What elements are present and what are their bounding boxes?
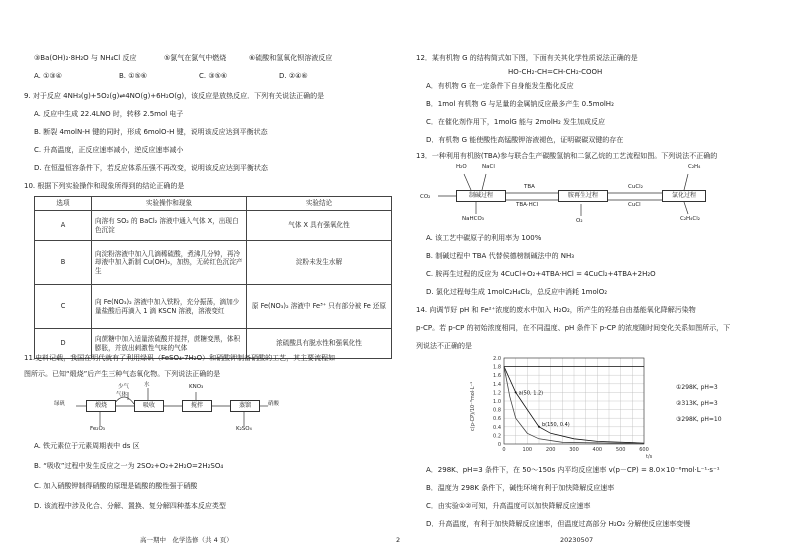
process-label: 少气 (118, 384, 130, 390)
process-step-amine-regen: 胺再生过程 (558, 190, 608, 202)
question-11-line1: 11.史料记载，我国在明代就有了利用绿矾（FeSO₄·7H₂O）和硝酸钾制备硝酸的工艺，其主要流程如 (24, 354, 336, 362)
y-tick-label: 1.2 (493, 390, 501, 397)
process-label: O₂ (576, 218, 583, 224)
legend-item: ②313K, pH=3 (676, 400, 718, 407)
y-tick-label: 1.8 (493, 364, 501, 371)
legend-item: ③298K, pH=10 (676, 416, 722, 423)
process-label: 水 (144, 382, 150, 388)
page-number: 2 (396, 536, 401, 544)
table-cell: 气体 X 具有强氧化性 (247, 211, 392, 241)
y-tick-label: 0.4 (493, 424, 501, 431)
data-point (515, 391, 517, 393)
table-cell: B (35, 241, 92, 285)
table-cell: 向 Fe(NO₃)₂ 溶液中加入铁粉，充分振荡，滴加少量盐酸后再滴入 1 滴 KSCN 溶液，溶液变红 (92, 285, 247, 329)
q14-option-c: C．由实验①②可知，升高温度可以加快降解反应速率 (426, 502, 591, 510)
question-12: 12．某有机物 G 的结构简式如下图，下面有关其化学性质说法正确的是 (416, 54, 638, 62)
q13-option-c: C. 胺再生过程的反应为 4CuCl+O₂+4TBA·HCl = 4CuCl₂+4TBA+2H₂O (426, 270, 656, 278)
choice-a: A. ①③④ (34, 72, 62, 80)
q12-option-b: B．1mol 有机物 G 与足量的金属钠反应最多产生 0.5molH₂ (426, 100, 614, 108)
q12-option-a: A．有机物 G 在一定条件下自身能发生酯化反应 (426, 82, 574, 90)
question-9: 9. 对于反应 4NH₃(g)+5O₂(g)⇌4NO(g)+6H₂O(g)，该反应是放热反应．下列有关说法正确的是 (24, 92, 325, 100)
x-tick-label: 500 (615, 447, 626, 453)
q9-option-d: D. 在恒温恒容条件下，若反应体系压强不再改变，说明该反应达到平衡状态 (34, 164, 268, 172)
y-tick-label: 0.6 (493, 416, 501, 423)
process-label: TBA (524, 184, 535, 190)
data-point (538, 426, 540, 428)
y-tick-label: 0 (497, 442, 501, 448)
annotation: b(150, 0.4) (542, 421, 570, 428)
process-label: NaCl (482, 164, 495, 170)
table-cell: 浓硫酸具有脱水性和强氧化性 (247, 329, 392, 359)
tba-process-diagram (420, 164, 746, 228)
q11-option-c: C. 加入硝酸钾制得硝酸的原理是硫酸的酸性强于硝酸 (34, 482, 198, 490)
q9-option-c: C. 升高温度，正反应速率减小，逆反应速率减小 (34, 146, 184, 154)
q9-option-b: B. 断裂 4molN-H 键的同时，形成 6molO-H 键，说明该反应达到平衡状态 (34, 128, 268, 136)
process-step-calcine: 煅烧 (86, 400, 116, 412)
q13-option-a: A. 该工艺中碳原子的利用率为 100% (426, 234, 542, 242)
table-cell: C (35, 285, 92, 329)
option-5: ⑤氯气在氯气中燃烧 (164, 54, 227, 62)
structural-formula: HO-CH₂-CH=CH-CH₂-COOH (508, 68, 603, 76)
legend-item: ①298K, pH=3 (676, 384, 718, 391)
process-label: CuCl₂ (628, 184, 643, 190)
question-14-line2: p-CP。若 p-CP 的初始浓度相同，在不同温度、pH 条件下 p-CP 的浓度随时间变化关系如图所示，下 (416, 324, 731, 332)
table-cell: 向溶有 SO₂ 的 BaCl₂ 溶液中通入气体 X，出现白色沉淀 (92, 211, 247, 241)
process-label: KNO₃ (189, 384, 204, 390)
x-tick-label: 0 (502, 447, 506, 453)
y-tick-label: 0.8 (493, 407, 501, 414)
question-13: 13．一种利用有机胺(TBA)参与联合生产碳酸氢钠和二氯乙烷的工艺流程如图。下列说法不正确的 (416, 152, 718, 160)
process-step-absorb: 吸收 (134, 400, 164, 412)
process-output: 硝酸 (268, 401, 280, 407)
q11-option-d: D. 该流程中涉及化合、分解、置换、复分解四种基本反应类型 (34, 502, 226, 510)
concentration-chart (466, 354, 666, 462)
process-label: Fe₂O₃ (90, 426, 105, 432)
y-tick-label: 1.4 (493, 381, 501, 388)
table-cell: 向淀粉溶液中加入几滴稀硫酸，煮沸几分钟，再冷却液中加入新制 Cu(OH)₂，加热，无砖红色沉淀产生 (92, 241, 247, 285)
process-label: TBA·HCl (516, 202, 539, 208)
x-tick-label: 200 (545, 447, 556, 453)
table-row (35, 211, 392, 241)
table-cell: 向蔗糖中加入适量浓硫酸并搅拌，蔗糖变黑，体积膨胀，并放出刺激性气味的气体 (92, 329, 247, 359)
table-cell: D (35, 329, 92, 359)
q14-option-d: D．升高温度，有利于加快降解反应速率，但温度过高部分 H₂O₂ 分解使反应速率变慢 (426, 520, 691, 528)
x-tick-label: 100 (522, 447, 533, 453)
x-tick-label: 600 (639, 447, 649, 453)
q14-option-a: A．298K、pH=3 条件下，在 50～150s 内平均反应速率 v(p－CP) = 8.0×10⁻⁶mol·L⁻¹·s⁻¹ (426, 466, 720, 474)
q11-option-a: A. 铁元素位于元素周期表中 ds 区 (34, 442, 140, 450)
process-label: H₂O (456, 164, 467, 170)
q12-option-c: C．在催化剂作用下，1molG 能与 2molH₂ 发生加成反应 (426, 118, 606, 126)
choice-c: C. ③⑤⑥ (199, 72, 228, 80)
table-header: 选项 (35, 197, 92, 211)
footer-title: 高一期中 化学选修（共 4 页） (140, 536, 233, 544)
x-tick-label: 400 (592, 447, 603, 453)
process-label: 气体 (116, 392, 128, 398)
table-cell: 淀粉未发生水解 (247, 241, 392, 285)
table-header: 实验操作和现象 (92, 197, 247, 211)
question-14-line1: 14. 向调节好 pH 和 Fe²⁺浓度的废水中加入 H₂O₂，所产生的羟基自由基能氧化降解污染物 (416, 306, 696, 314)
chart-svg (466, 354, 666, 462)
footer-date: 20230507 (560, 536, 594, 544)
y-tick-label: 0.2 (493, 433, 501, 440)
process-label: CuCl (628, 202, 641, 208)
q14-option-b: B．温度为 298K 条件下，碱性环境有利于加快降解反应速率 (426, 484, 615, 492)
q13-option-d: D. 氯化过程每生成 1molC₂H₄Cl₂，总反应中消耗 1molO₂ (426, 288, 608, 296)
table-row (35, 285, 392, 329)
process-step-stir: 搅拌 (182, 400, 212, 412)
process-label: C₂H₄ (688, 164, 701, 170)
q9-option-a: A. 反应中生成 22.4LNO 时，转移 2.5mol 电子 (34, 110, 184, 118)
process-input: 绿矾 (54, 401, 66, 407)
option-6: ⑥硫酸和氢氧化钡溶液反应 (249, 54, 333, 62)
q13-option-b: B. 制碱过程中 TBA 代替侯德榜制碱法中的 NH₃ (426, 252, 575, 260)
x-tick-label: 300 (569, 447, 579, 453)
option-3: ③Ba(OH)₂·8H₂O 与 NH₄Cl 反应 (34, 54, 137, 62)
y-tick-label: 2.0 (493, 356, 501, 362)
choice-b: B. ①⑤⑥ (119, 72, 148, 80)
table-row (35, 241, 392, 285)
q11-option-b: B. “吸收”过程中发生反应之一为 2SO₂+O₂+2H₂O=2H₂SO₄ (34, 462, 224, 470)
question-11-line2: 图所示。已知“煅烧”后产生三种气态氧化物。下列说法正确的是 (24, 370, 221, 378)
question-14-line3: 列说法不正确的是 (416, 342, 472, 350)
process-label: K₂SO₄ (236, 426, 252, 432)
process-step-chlorination: 氯化过程 (662, 190, 706, 202)
y-axis-label: c(p-CP)/10⁻³mol·L⁻¹ (470, 381, 476, 431)
process-label: NaHCO₃ (462, 216, 484, 222)
process-label: CO₂ (420, 194, 431, 200)
process-step-distill: 蒸馏 (230, 400, 260, 412)
process-label: C₂H₄Cl₂ (680, 216, 700, 222)
process-step-soda: 制碱过程 (456, 190, 506, 202)
question-10: 10. 根据下列实验操作和现象所得到的结论正确的是 (24, 182, 185, 190)
table-cell: 原 Fe(NO₃)₂ 溶液中 Fe³⁺ 只有部分被 Fe 还原 (247, 285, 392, 329)
table-cell: A (35, 211, 92, 241)
annotation: a(50, 1.2) (518, 390, 544, 397)
x-axis-label: t/s (646, 454, 653, 460)
y-tick-label: 1.0 (493, 399, 501, 405)
q12-option-d: D．有机物 G 能使酸性高锰酸钾溶液褪色，证明碳碳双键的存在 (426, 136, 624, 144)
table-header: 实验结论 (247, 197, 392, 211)
y-tick-label: 1.6 (493, 373, 501, 380)
choice-d: D. ②④⑥ (279, 72, 308, 80)
nitric-acid-process-diagram (54, 384, 284, 434)
